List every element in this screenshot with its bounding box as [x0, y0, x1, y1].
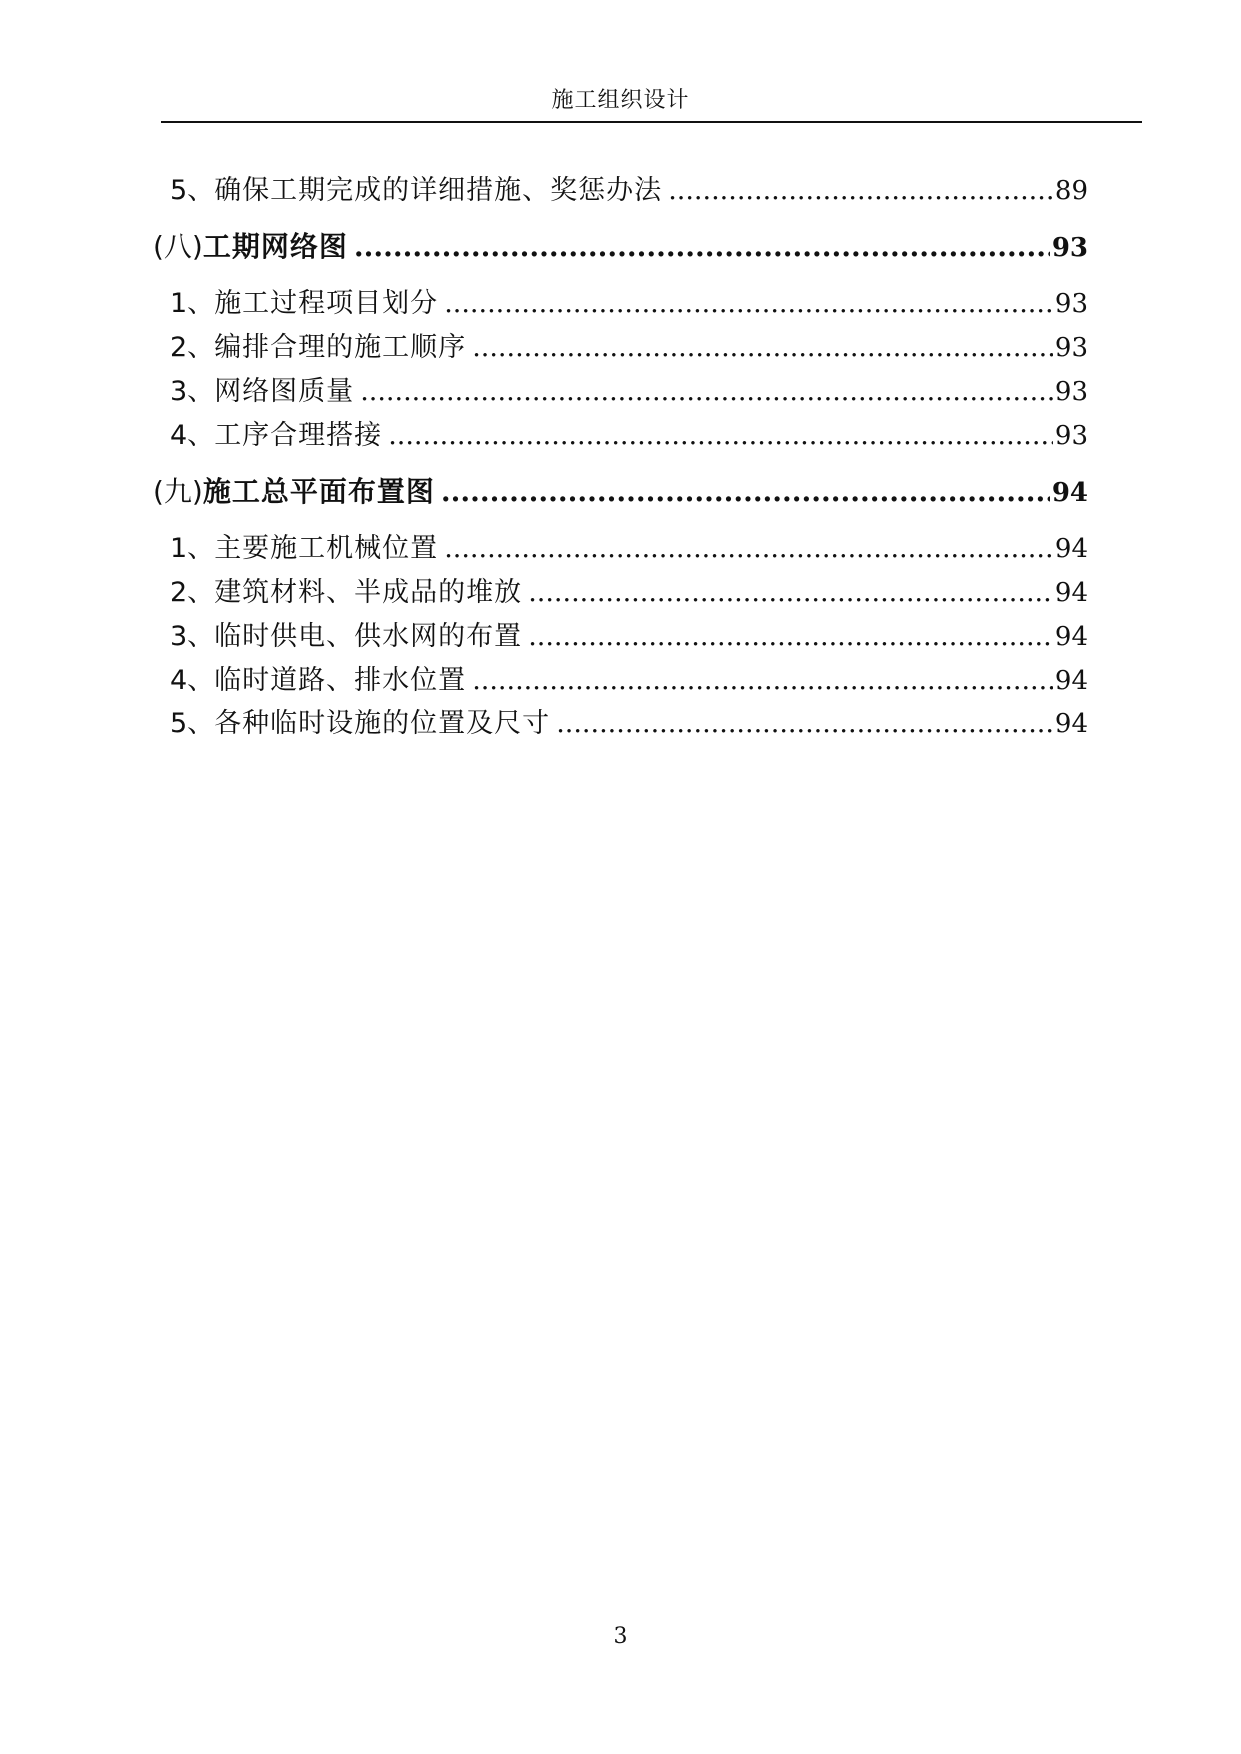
toc-entry-number: 3、	[170, 376, 215, 407]
toc-entry-page: 94	[1054, 534, 1088, 564]
toc-entry[interactable]	[153, 283, 1088, 325]
toc-section-number: (九)	[153, 475, 203, 508]
toc-dot-leader	[444, 283, 1053, 325]
toc-entry-number: 2、	[170, 332, 215, 363]
toc-entry[interactable]	[153, 616, 1088, 658]
page-header-title: 施工组织设计	[551, 88, 690, 113]
toc-entry-title: 主要施工机械位置	[214, 533, 439, 564]
toc-dot-leader	[444, 528, 1053, 570]
toc-entry-page: 93	[1054, 333, 1088, 363]
toc-entry-title: 网络图质量	[214, 376, 355, 407]
toc-entry-page: 93	[1054, 421, 1088, 451]
toc-entry[interactable]	[153, 703, 1088, 745]
toc-entry-title: 建筑材料、半成品的堆放	[214, 577, 523, 608]
toc-entry-page: 94	[1054, 666, 1088, 696]
toc-entry-number: 2、	[170, 577, 215, 608]
toc-entry-number: 5、	[170, 708, 215, 739]
toc-dot-leader	[441, 471, 1050, 513]
toc-entry-title: 施工过程项目划分	[214, 288, 439, 319]
toc-dot-leader	[360, 371, 1053, 413]
toc-entry-title: 临时供电、供水网的布置	[214, 621, 523, 652]
toc-dot-leader	[354, 226, 1050, 268]
toc-section-title: 施工总平面布置图	[202, 475, 435, 508]
toc-entry[interactable]	[153, 327, 1088, 369]
toc-section-number: (八)	[153, 230, 203, 263]
toc-section-page: 94	[1051, 478, 1088, 508]
toc-section-heading[interactable]	[153, 471, 1088, 513]
toc-entry-title: 编排合理的施工顺序	[214, 332, 467, 363]
toc-entry-page: 93	[1054, 289, 1088, 319]
toc-dot-leader	[472, 660, 1053, 702]
toc-section-title: 工期网络图	[202, 230, 348, 263]
toc-entry-number: 5、	[170, 175, 215, 206]
toc-dot-leader	[528, 572, 1053, 614]
toc-entry-page: 94	[1054, 622, 1088, 652]
toc-entry-title: 确保工期完成的详细措施、奖惩办法	[214, 175, 663, 206]
toc-entry[interactable]	[153, 170, 1088, 212]
page-number: 3	[613, 1624, 628, 1649]
toc-dot-leader	[528, 616, 1053, 658]
toc-entry-number: 4、	[170, 665, 215, 696]
toc-entry-number: 3、	[170, 621, 215, 652]
toc-entry-page: 89	[1054, 176, 1088, 206]
toc-entry-page: 94	[1054, 709, 1088, 739]
toc-entry[interactable]	[153, 572, 1088, 614]
toc-entry-number: 1、	[170, 288, 215, 319]
toc-section-heading[interactable]	[153, 226, 1088, 268]
toc-entry[interactable]	[153, 371, 1088, 413]
toc-entry[interactable]	[153, 660, 1088, 702]
header-divider	[161, 121, 1142, 123]
toc-entry-number: 4、	[170, 420, 215, 451]
toc-dot-leader	[556, 703, 1053, 745]
toc-dot-leader	[388, 415, 1053, 457]
toc-entry[interactable]	[153, 528, 1088, 570]
toc-entry-page: 94	[1054, 578, 1088, 608]
toc-entry-number: 1、	[170, 533, 215, 564]
toc-dot-leader	[668, 170, 1053, 212]
toc-section-page: 93	[1051, 233, 1088, 263]
toc-entry-page: 93	[1054, 377, 1088, 407]
toc-dot-leader	[472, 327, 1053, 369]
toc-entry-title: 各种临时设施的位置及尺寸	[214, 708, 551, 739]
toc-entry[interactable]	[153, 415, 1088, 457]
toc-entry-title: 工序合理搭接	[214, 420, 383, 451]
toc-entry-title: 临时道路、排水位置	[214, 665, 467, 696]
